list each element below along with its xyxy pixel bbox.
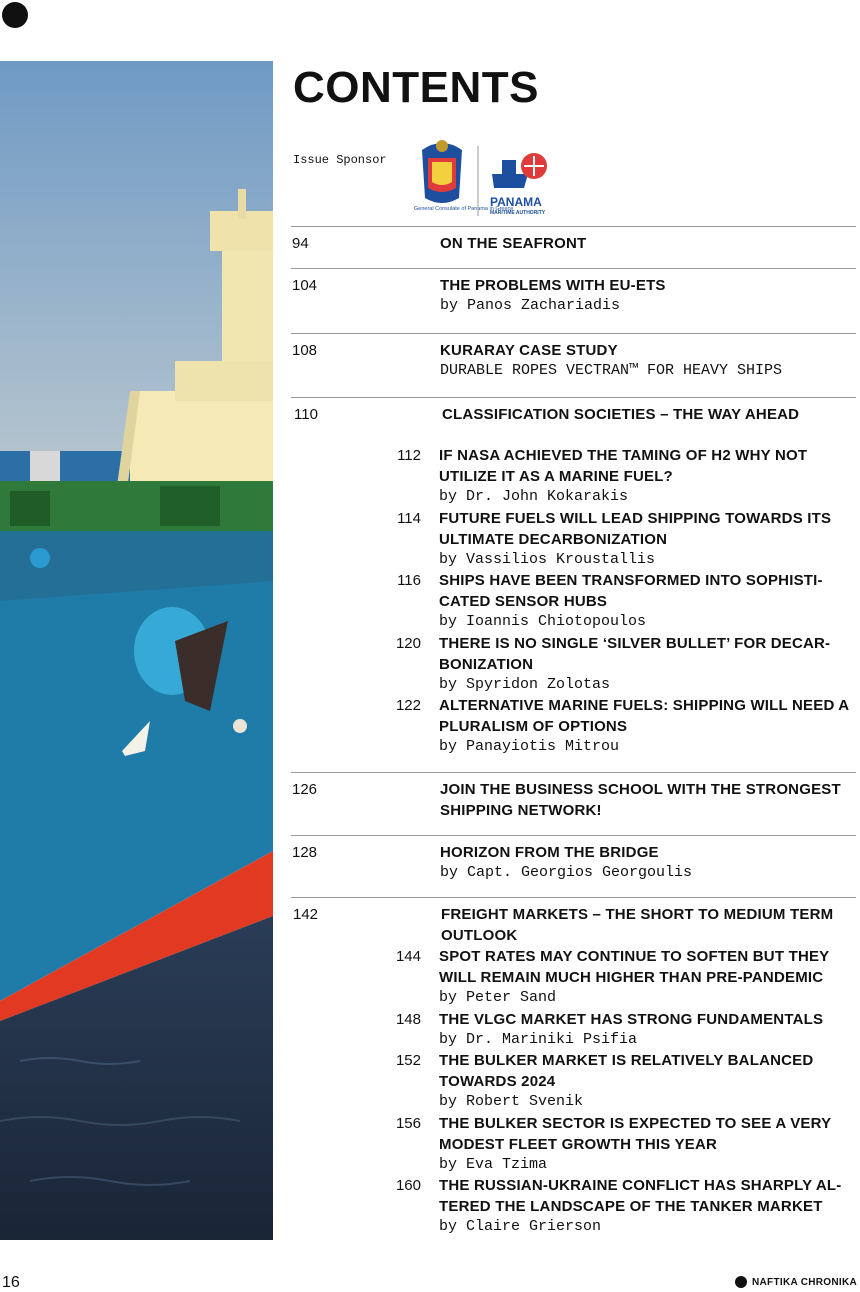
toc-section [291,897,856,1238]
brand-name: NAFTIKA CHRONIKA [752,1276,857,1288]
article-author: by Panos Zachariadis [440,297,621,314]
toc-sub-entry[interactable] [291,946,856,1009]
page-number-footer: 16 [2,1274,20,1291]
page-number: 120 [395,634,421,652]
brand-footer [735,1276,857,1288]
page-number: 110 [294,406,318,423]
sponsor-logo-1-text: General Consulate of Panama in Greece [414,206,514,212]
table-of-contents [291,226,856,1238]
article-author: by Capt. Georgios Georgoulis [440,863,693,881]
article-title: THE BULKER SECTOR IS EXPECTED TO SEE A VERY MODEST FLEET GROWTH THIS YEAR [439,1114,832,1153]
sponsor-logo-2-name: PANAMA [490,195,542,209]
toc-section [291,772,856,835]
article-author: by Peter Sand [439,989,557,1006]
article-title: HORIZON FROM THE BRIDGE [440,843,659,861]
panama-consulate-crest-icon [422,140,462,203]
toc-entry[interactable] [291,340,856,382]
article-title: FREIGHT MARKETS – THE SHORT TO MEDIUM TERM OUTLOOK [441,906,834,944]
toc-sub-entry[interactable] [291,445,856,508]
toc-entry[interactable] [291,404,856,425]
sponsor-logo-2-sub: MARITIME AUTHORITY [490,210,546,216]
article-title: THERE IS NO SINGLE ‘SILVER BULLET’ FOR DECAR-BONIZATION [439,634,831,673]
article-author: by Eva Tzima [439,1155,548,1173]
page-number: 94 [292,235,309,252]
page-number: 128 [292,843,318,861]
article-title: JOIN THE BUSINESS SCHOOL WITH THE STRONGEST SHIPPING NETWORK! [440,780,841,819]
toc-section [291,397,856,772]
toc-entry[interactable] [291,904,856,946]
panama-maritime-authority-icon [492,153,547,188]
toc-entry[interactable] [291,779,856,821]
page-number: 152 [395,1052,421,1069]
article-title: CLASSIFICATION SOCIETIES – THE WAY AHEAD [442,406,800,423]
page-number: 114 [397,509,421,527]
article-title: THE RUSSIAN-UKRAINE CONFLICT HAS SHARPLY AL-TERED THE LANDSCAPE OF THE TANKER MARKET [439,1177,842,1215]
page-number: 144 [395,948,421,965]
toc-sub-entry[interactable] [291,570,856,633]
page-number: 156 [395,1114,421,1132]
article-author: by Dr. Mariniki Psifia [439,1030,638,1048]
toc-sub-entry[interactable] [291,508,856,571]
magazine-logo-icon [2,2,28,28]
article-title: ON THE SEAFRONT [440,235,587,252]
toc-sub-entry[interactable] [291,1050,856,1113]
article-author: by Ioannis Chiotopoulos [439,613,647,630]
toc-sub-entry[interactable] [291,1113,856,1176]
toc-sub-entry[interactable] [291,1175,856,1238]
toc-entry[interactable] [291,233,856,254]
page-number: 142 [293,906,319,923]
sponsor-logos [412,136,552,222]
article-author: by Panayiotis Mitrou [439,738,620,755]
article-author: by Claire Grierson [439,1218,602,1235]
page-number: 160 [395,1177,421,1194]
toc-sub-entry[interactable] [291,633,856,696]
page-number: 104 [292,277,318,294]
page-number: 108 [292,341,318,359]
article-title: SHIPS HAVE BEEN TRANSFORMED INTO SOPHISTI-CATED SENSOR HUBS [439,572,823,610]
article-title: SPOT RATES MAY CONTINUE TO SOFTEN BUT THEY WILL REMAIN MUCH HIGHER THAN PRE-PANDEMIC [439,948,830,986]
toc-sub-entry[interactable] [291,695,856,758]
toc-section [291,333,856,398]
toc-section [291,226,856,268]
article-title: THE BULKER MARKET IS RELATIVELY BALANCED TOWARDS 2024 [439,1052,814,1090]
page-number: 116 [397,572,421,589]
page-number: 126 [292,780,318,798]
article-title: KURARAY CASE STUDY [440,341,618,359]
page-number: 112 [397,447,421,464]
page-number: 148 [395,1010,421,1028]
article-title: FUTURE FUELS WILL LEAD SHIPPING TOWARDS ITS ULTIMATE DECARBONIZATION [439,509,832,548]
article-title: ALTERNATIVE MARINE FUELS: SHIPPING WILL NEED A PLURALISM OF OPTIONS [439,697,849,735]
ship-bow-photo [0,61,273,1240]
article-author: by Robert Svenik [439,1093,584,1110]
article-author: by Dr. John Kokarakis [439,488,629,505]
article-title: THE VLGC MARKET HAS STRONG FUNDAMENTALS [439,1010,824,1028]
page-title: CONTENTS [293,63,539,112]
toc-section [291,268,856,333]
toc-section [291,835,856,898]
issue-sponsor-label: Issue Sponsor [293,153,387,167]
page-number: 122 [395,697,421,714]
toc-entry[interactable] [291,842,856,884]
article-author: by Vassilios Kroustallis [439,550,656,568]
article-title: IF NASA ACHIEVED THE TAMING OF H2 WHY NOT UTILIZE IT AS A MARINE FUEL? [439,447,808,485]
toc-entry[interactable] [291,275,856,317]
article-subtitle: DURABLE ROPES VECTRAN™ FOR HEAVY SHIPS [440,361,783,379]
article-title: THE PROBLEMS WITH EU-ETS [440,277,666,294]
brand-logo-icon [735,1276,747,1288]
article-author: by Spyridon Zolotas [439,675,611,693]
toc-sub-entry[interactable] [291,1009,856,1051]
